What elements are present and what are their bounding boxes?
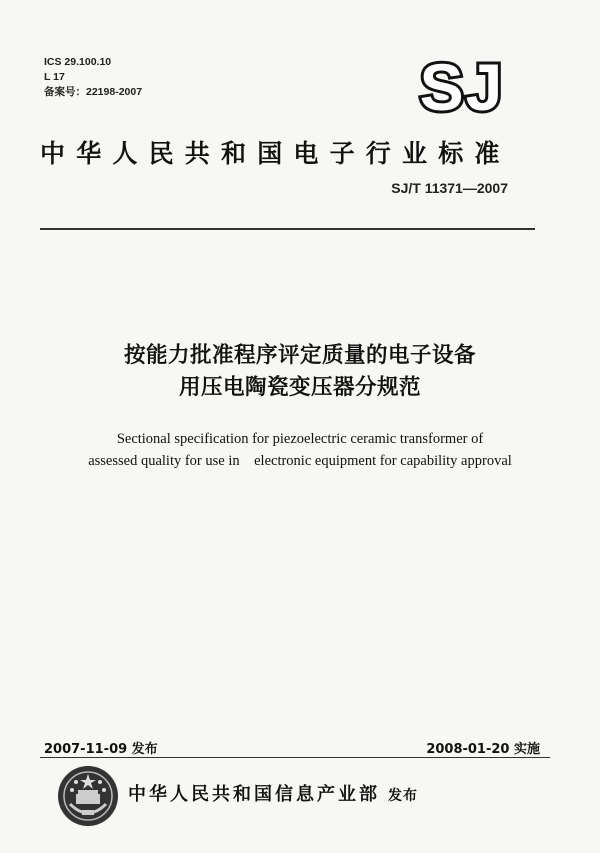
effective-date: 2008-01-20 实施 xyxy=(426,742,540,757)
sj-logo xyxy=(412,56,512,116)
standard-code: SJ/T 11371—2007 xyxy=(391,180,508,196)
issue-date: 2007-11-09 发布 xyxy=(44,742,158,757)
filing-number: 备案号：22198-2007 xyxy=(44,86,143,98)
header-divider xyxy=(40,228,535,230)
chinese-title xyxy=(0,340,600,404)
ccs-code: L 17 xyxy=(44,71,65,83)
ics-code: ICS 29.100.10 xyxy=(44,56,112,68)
publisher-suffix: 发布 xyxy=(388,788,418,804)
publisher-name: 中华人民共和国信息产业部 xyxy=(128,784,380,805)
chinese-title-line1: 按能力批准程序评定质量的电子设备 xyxy=(123,343,476,368)
footer-divider xyxy=(40,757,550,758)
standard-title: 中华人民共和国电子行业标准 xyxy=(40,139,511,168)
classification-block xyxy=(44,55,142,100)
english-title-line1: Sectional specification for piezoelectric ceramic transformer of xyxy=(116,431,484,447)
english-title-line2: assessed quality for use in electronic equipment for capability approval xyxy=(88,453,512,469)
sj-logo-text: SJ xyxy=(419,56,505,116)
national-emblem-icon xyxy=(56,764,120,828)
english-title xyxy=(0,428,600,472)
publisher xyxy=(128,780,418,806)
chinese-title-line2: 用压电陶瓷变压器分规范 xyxy=(178,375,421,400)
